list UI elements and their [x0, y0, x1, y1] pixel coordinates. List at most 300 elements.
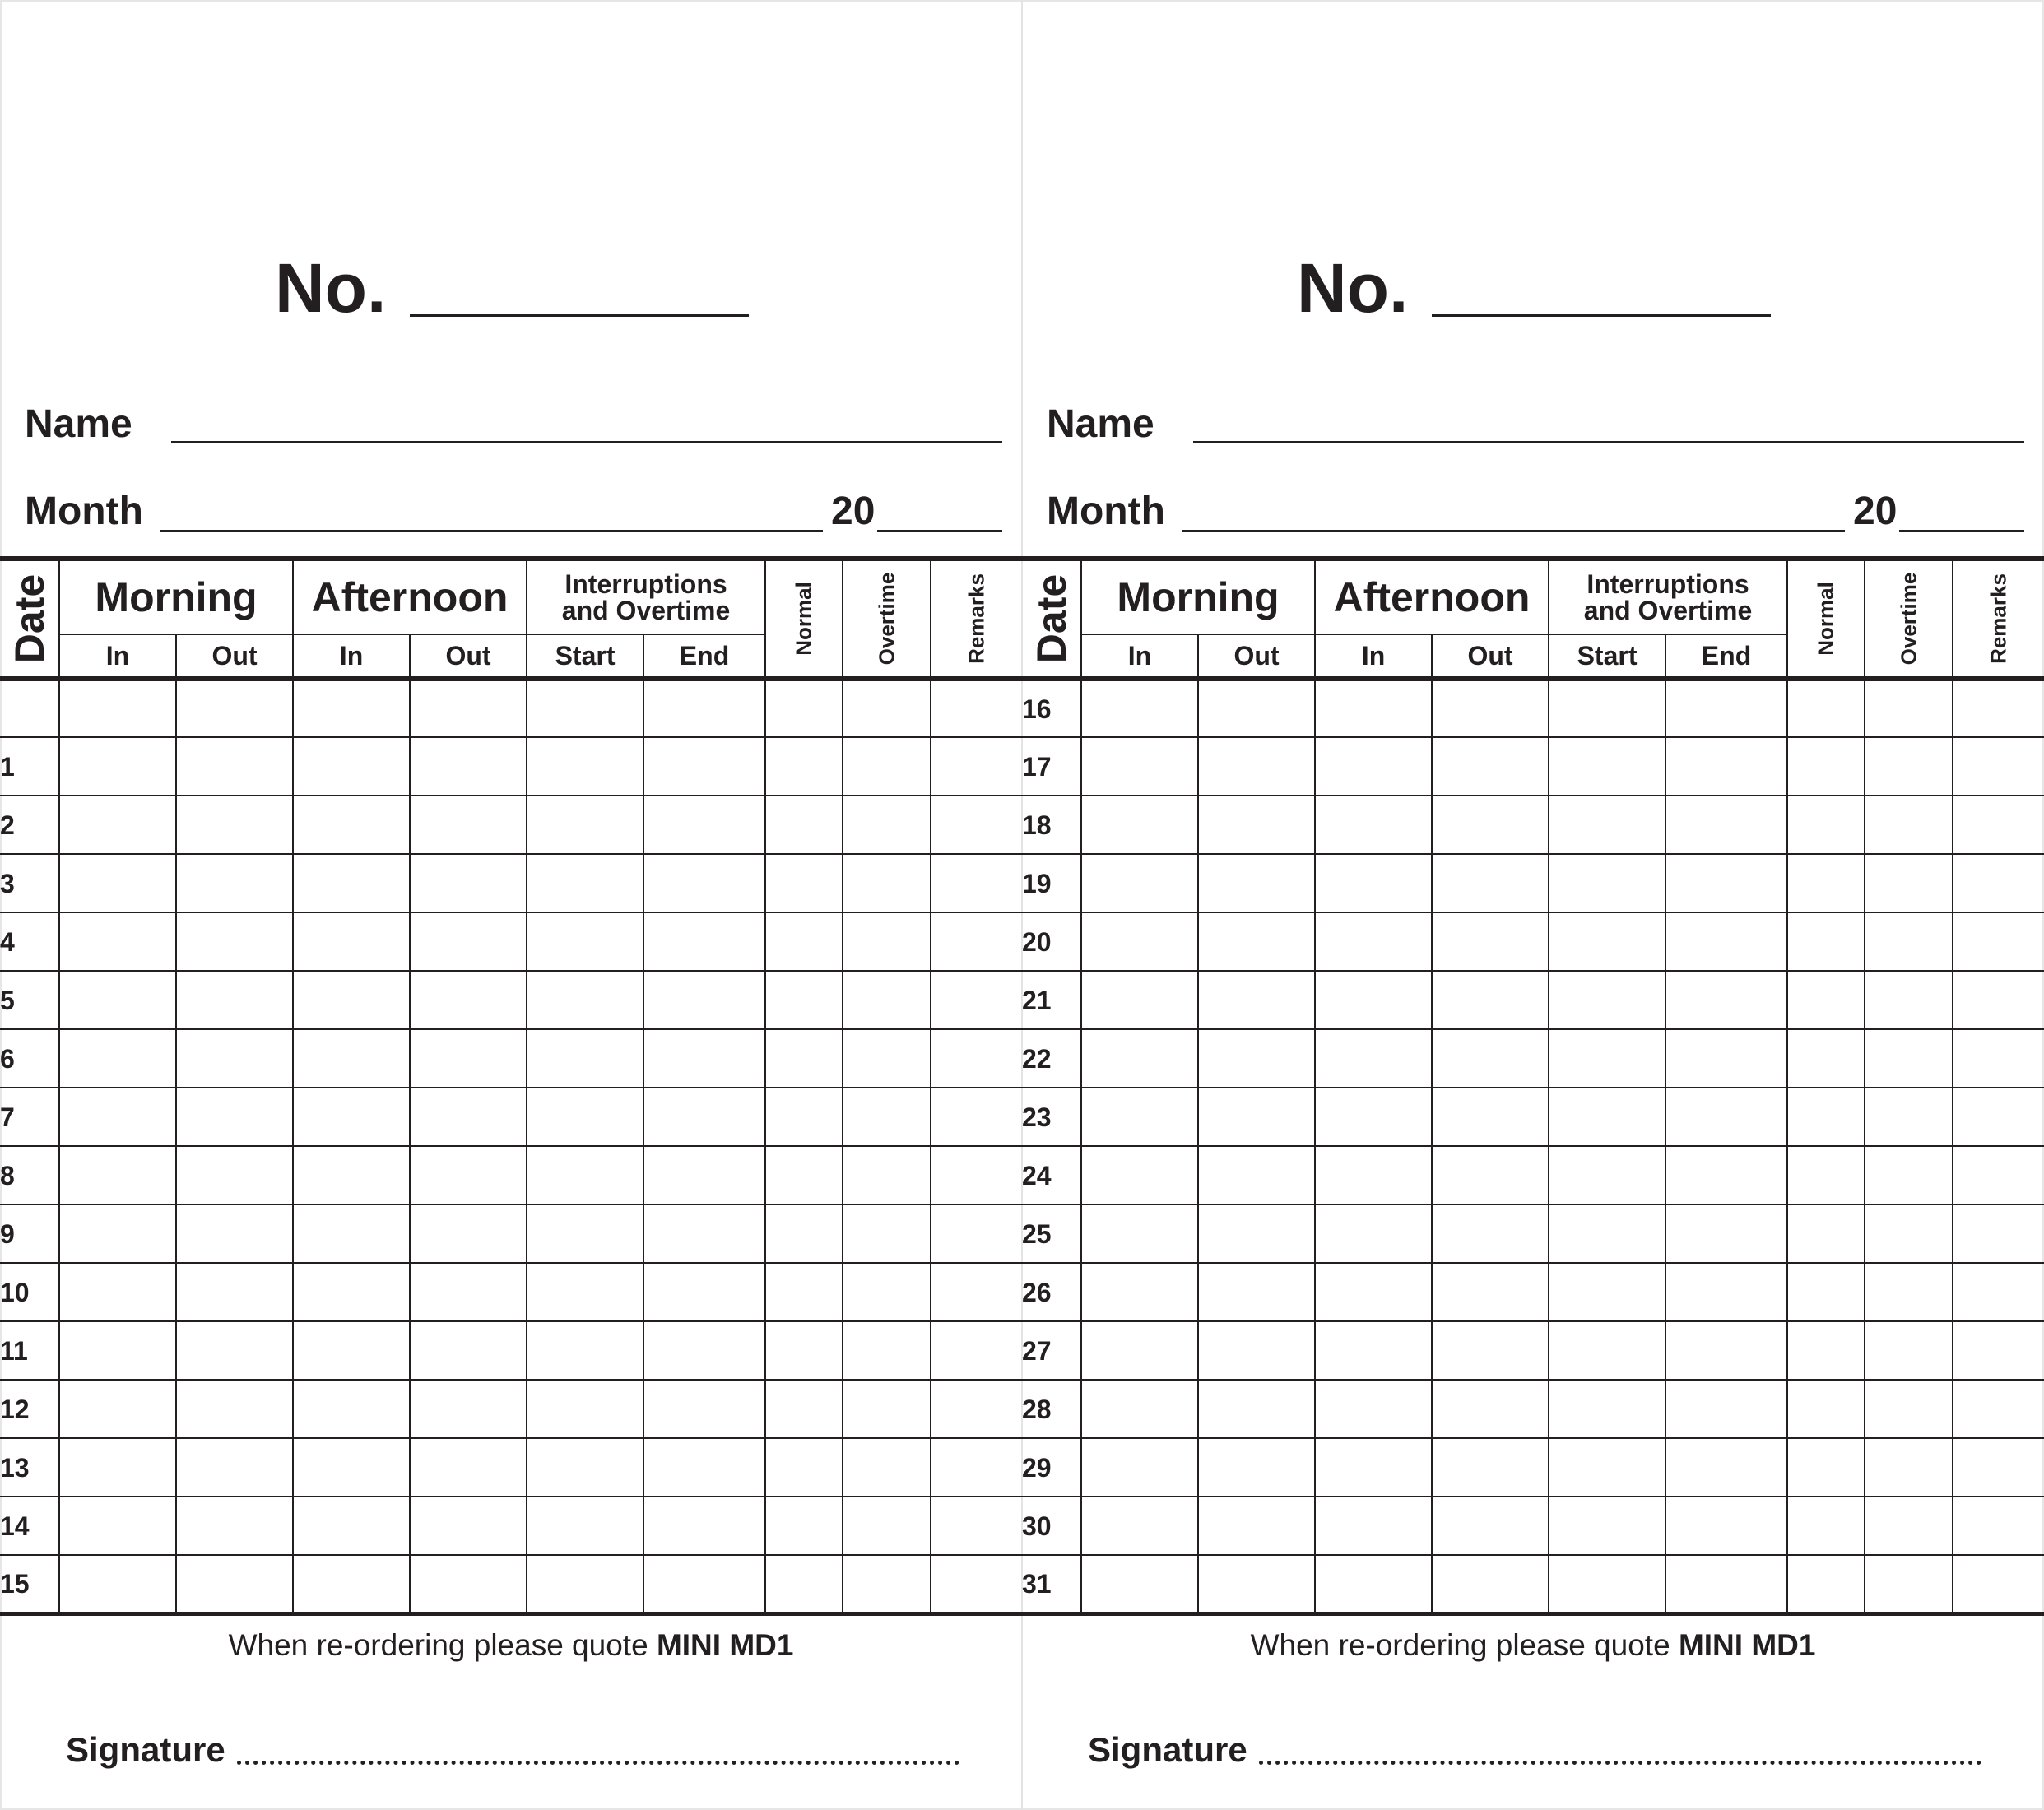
year-field[interactable] [877, 530, 1002, 532]
afternoon-out-cell[interactable] [1432, 796, 1549, 854]
morning-in-cell[interactable] [59, 912, 176, 971]
morning-out-cell[interactable] [176, 679, 293, 737]
morning-in-cell[interactable] [59, 1380, 176, 1438]
interruption-end-cell[interactable] [1665, 679, 1787, 737]
overtime-hours-cell[interactable] [1865, 1029, 1953, 1088]
remarks-cell[interactable] [931, 1438, 1022, 1497]
normal-hours-cell[interactable] [1787, 1497, 1865, 1555]
interruption-start-cell[interactable] [527, 1263, 643, 1321]
afternoon-in-cell[interactable] [293, 1204, 410, 1263]
interruption-start-cell[interactable] [527, 1321, 643, 1380]
remarks-cell[interactable] [1953, 1088, 2044, 1146]
interruption-start-cell[interactable] [1549, 1438, 1665, 1497]
afternoon-in-cell[interactable] [1315, 1146, 1432, 1204]
afternoon-in-cell[interactable] [293, 737, 410, 796]
morning-out-cell[interactable] [1198, 1146, 1315, 1204]
overtime-hours-cell[interactable] [843, 1029, 931, 1088]
name-field[interactable] [171, 441, 1002, 443]
afternoon-in-cell[interactable] [293, 854, 410, 912]
afternoon-out-cell[interactable] [1432, 971, 1549, 1029]
interruption-end-cell[interactable] [1665, 1204, 1787, 1263]
interruption-start-cell[interactable] [527, 1380, 643, 1438]
interruption-end-cell[interactable] [1665, 971, 1787, 1029]
overtime-hours-cell[interactable] [1865, 737, 1953, 796]
overtime-hours-cell[interactable] [1865, 971, 1953, 1029]
remarks-cell[interactable] [1953, 737, 2044, 796]
morning-in-cell[interactable] [59, 1029, 176, 1088]
morning-out-cell[interactable] [1198, 971, 1315, 1029]
afternoon-in-cell[interactable] [293, 1380, 410, 1438]
morning-in-cell[interactable] [59, 971, 176, 1029]
interruption-end-cell[interactable] [643, 796, 765, 854]
interruption-end-cell[interactable] [643, 1321, 765, 1380]
afternoon-in-cell[interactable] [293, 1088, 410, 1146]
remarks-cell[interactable] [1953, 1029, 2044, 1088]
morning-out-cell[interactable] [176, 912, 293, 971]
morning-in-cell[interactable] [1081, 1029, 1198, 1088]
overtime-hours-cell[interactable] [843, 1263, 931, 1321]
date-cell: 22 [1022, 1029, 1081, 1088]
afternoon-in-cell[interactable] [293, 1146, 410, 1204]
interruption-start-cell[interactable] [1549, 796, 1665, 854]
interruption-end-cell[interactable] [1665, 912, 1787, 971]
morning-out-cell[interactable] [1198, 1321, 1315, 1380]
normal-hours-cell[interactable] [1787, 1438, 1865, 1497]
normal-hours-cell[interactable] [1787, 971, 1865, 1029]
normal-hours-cell[interactable] [765, 796, 843, 854]
overtime-hours-cell[interactable] [1865, 1380, 1953, 1438]
afternoon-in-cell[interactable] [1315, 854, 1432, 912]
interruption-start-cell[interactable] [1549, 737, 1665, 796]
afternoon-out-cell[interactable] [410, 1497, 527, 1555]
overtime-hours-cell[interactable] [1865, 796, 1953, 854]
interruption-start-cell[interactable] [527, 679, 643, 737]
morning-in-cell[interactable] [1081, 1321, 1198, 1380]
morning-out-cell[interactable] [176, 1263, 293, 1321]
afternoon-in-cell[interactable] [293, 1321, 410, 1380]
afternoon-out-cell[interactable] [1432, 1555, 1549, 1613]
morning-in-cell[interactable] [59, 1497, 176, 1555]
afternoon-out-cell[interactable] [1432, 1029, 1549, 1088]
morning-out-cell[interactable] [1198, 679, 1315, 737]
overtime-hours-cell[interactable] [843, 796, 931, 854]
morning-out-cell[interactable] [1198, 1497, 1315, 1555]
remarks-cell[interactable] [1953, 796, 2044, 854]
interruption-start-cell[interactable] [527, 1438, 643, 1497]
normal-hours-cell[interactable] [765, 1146, 843, 1204]
afternoon-out-cell[interactable] [1432, 854, 1549, 912]
interruption-end-cell[interactable] [643, 737, 765, 796]
afternoon-in-cell[interactable] [1315, 737, 1432, 796]
morning-in-cell[interactable] [59, 679, 176, 737]
afternoon-out-cell[interactable] [1432, 1204, 1549, 1263]
interruption-start-cell[interactable] [1549, 679, 1665, 737]
remarks-cell[interactable] [931, 854, 1022, 912]
morning-in-cell[interactable] [59, 1204, 176, 1263]
interruption-start-cell[interactable] [527, 796, 643, 854]
morning-out-cell[interactable] [176, 1029, 293, 1088]
normal-hours-cell[interactable] [765, 1029, 843, 1088]
afternoon-in-cell[interactable] [1315, 1555, 1432, 1613]
afternoon-in-cell[interactable] [1315, 971, 1432, 1029]
afternoon-out-cell[interactable] [410, 796, 527, 854]
interruption-end-cell[interactable] [643, 912, 765, 971]
afternoon-out-cell[interactable] [410, 1321, 527, 1380]
interruption-end-cell[interactable] [643, 854, 765, 912]
remarks-cell[interactable] [931, 1555, 1022, 1613]
afternoon-out-cell[interactable] [410, 1263, 527, 1321]
overtime-hours-cell[interactable] [843, 1088, 931, 1146]
normal-hours-cell[interactable] [765, 1263, 843, 1321]
afternoon-in-cell[interactable] [1315, 1204, 1432, 1263]
interruption-end-cell[interactable] [643, 1088, 765, 1146]
normal-hours-cell[interactable] [1787, 1029, 1865, 1088]
normal-hours-cell[interactable] [765, 1380, 843, 1438]
morning-out-cell[interactable] [1198, 1555, 1315, 1613]
interruption-start-cell[interactable] [527, 1555, 643, 1613]
remarks-cell[interactable] [1953, 1555, 2044, 1613]
afternoon-in-cell[interactable] [1315, 1263, 1432, 1321]
remarks-cell[interactable] [931, 1146, 1022, 1204]
afternoon-out-cell[interactable] [1432, 679, 1549, 737]
normal-hours-cell[interactable] [1787, 796, 1865, 854]
interruption-start-cell[interactable] [1549, 1380, 1665, 1438]
remarks-cell[interactable] [931, 1088, 1022, 1146]
morning-out-cell[interactable] [176, 1204, 293, 1263]
remarks-cell[interactable] [931, 1263, 1022, 1321]
morning-in-cell[interactable] [59, 1146, 176, 1204]
afternoon-out-cell[interactable] [1432, 1146, 1549, 1204]
normal-hours-cell[interactable] [765, 737, 843, 796]
interruption-end-cell[interactable] [1665, 1029, 1787, 1088]
normal-hours-cell[interactable] [1787, 679, 1865, 737]
interruption-end-cell[interactable] [643, 1029, 765, 1088]
normal-hours-cell[interactable] [1787, 912, 1865, 971]
interruption-end-cell[interactable] [1665, 854, 1787, 912]
morning-out-cell[interactable] [176, 737, 293, 796]
normal-hours-cell[interactable] [765, 971, 843, 1029]
remarks-cell[interactable] [1953, 679, 2044, 737]
morning-out-cell[interactable] [1198, 1088, 1315, 1146]
afternoon-out-cell[interactable] [410, 737, 527, 796]
morning-out-cell[interactable] [1198, 796, 1315, 854]
morning-in-cell[interactable] [59, 737, 176, 796]
interruption-start-cell[interactable] [527, 1029, 643, 1088]
remarks-cell[interactable] [931, 971, 1022, 1029]
morning-in-cell[interactable] [1081, 1088, 1198, 1146]
interruption-end-cell[interactable] [643, 1555, 765, 1613]
overtime-hours-cell[interactable] [1865, 1146, 1953, 1204]
overtime-hours-cell[interactable] [843, 854, 931, 912]
afternoon-out-cell[interactable] [1432, 1497, 1549, 1555]
overtime-hours-cell[interactable] [843, 1204, 931, 1263]
overtime-hours-cell[interactable] [843, 1380, 931, 1438]
afternoon-out-cell[interactable] [410, 1029, 527, 1088]
remarks-cell[interactable] [1953, 971, 2044, 1029]
overtime-hours-cell[interactable] [843, 1555, 931, 1613]
remarks-cell[interactable] [1953, 1380, 2044, 1438]
afternoon-out-cell[interactable] [410, 854, 527, 912]
overtime-hours-cell[interactable] [1865, 1497, 1953, 1555]
morning-out-cell[interactable] [176, 1146, 293, 1204]
morning-out-cell[interactable] [176, 796, 293, 854]
morning-in-cell[interactable] [59, 1555, 176, 1613]
overtime-hours-cell[interactable] [843, 1321, 931, 1380]
interruption-end-cell[interactable] [643, 1497, 765, 1555]
overtime-hours-cell[interactable] [1865, 1088, 1953, 1146]
table-row [1022, 679, 2044, 737]
afternoon-out-cell[interactable] [410, 1438, 527, 1497]
afternoon-in-cell[interactable] [1315, 912, 1432, 971]
interruption-start-cell[interactable] [1549, 1263, 1665, 1321]
interruption-end-cell[interactable] [1665, 1380, 1787, 1438]
remarks-cell[interactable] [1953, 1204, 2044, 1263]
morning-in-cell[interactable] [59, 1438, 176, 1497]
interruption-start-cell[interactable] [1549, 1497, 1665, 1555]
normal-hours-cell[interactable] [1787, 1263, 1865, 1321]
morning-out-cell[interactable] [1198, 1263, 1315, 1321]
morning-out-cell[interactable] [1198, 854, 1315, 912]
interruption-end-cell[interactable] [1665, 1438, 1787, 1497]
normal-hours-cell[interactable] [1787, 1380, 1865, 1438]
interruption-start-cell[interactable] [527, 1204, 643, 1263]
signature-field[interactable] [1259, 1761, 1981, 1765]
morning-out-cell[interactable] [1198, 1029, 1315, 1088]
remarks-cell[interactable] [931, 679, 1022, 737]
afternoon-in-cell[interactable] [293, 679, 410, 737]
interruption-start-cell[interactable] [527, 737, 643, 796]
morning-in-cell[interactable] [1081, 796, 1198, 854]
normal-hours-cell[interactable] [765, 1088, 843, 1146]
morning-out-cell[interactable] [1198, 1380, 1315, 1438]
normal-hours-cell[interactable] [765, 912, 843, 971]
number-field[interactable] [1432, 314, 1771, 317]
afternoon-in-cell[interactable] [293, 1438, 410, 1497]
interruption-start-cell[interactable] [1549, 1029, 1665, 1088]
interruption-start-cell[interactable] [1549, 912, 1665, 971]
morning-in-cell[interactable] [59, 796, 176, 854]
afternoon-in-cell[interactable] [293, 912, 410, 971]
morning-in-cell[interactable] [1081, 737, 1198, 796]
overtime-hours-cell[interactable] [1865, 1204, 1953, 1263]
morning-in-cell[interactable] [59, 1263, 176, 1321]
interruption-end-cell[interactable] [643, 1380, 765, 1438]
afternoon-in-cell[interactable] [1315, 1438, 1432, 1497]
remarks-cell[interactable] [931, 1029, 1022, 1088]
interruption-end-cell[interactable] [643, 1263, 765, 1321]
afternoon-in-cell[interactable] [1315, 796, 1432, 854]
morning-out-cell[interactable] [1198, 912, 1315, 971]
remarks-cell[interactable] [1953, 1146, 2044, 1204]
morning-out-cell[interactable] [176, 1380, 293, 1438]
interruption-end-cell[interactable] [1665, 1497, 1787, 1555]
interruption-start-cell[interactable] [1549, 1088, 1665, 1146]
signature-field[interactable] [237, 1761, 959, 1765]
interruption-end-cell[interactable] [1665, 1263, 1787, 1321]
morning-in-cell[interactable] [59, 1321, 176, 1380]
overtime-hours-cell[interactable] [1865, 679, 1953, 737]
remarks-cell[interactable] [1953, 912, 2044, 971]
name-field[interactable] [1193, 441, 2024, 443]
normal-hours-cell[interactable] [765, 1321, 843, 1380]
morning-out-cell[interactable] [176, 854, 293, 912]
remarks-cell[interactable] [931, 1380, 1022, 1438]
normal-hours-cell[interactable] [1787, 854, 1865, 912]
morning-in-cell[interactable] [59, 1088, 176, 1146]
morning-in-cell[interactable] [1081, 1555, 1198, 1613]
morning-in-cell[interactable] [1081, 1204, 1198, 1263]
remarks-cell[interactable] [1953, 1497, 2044, 1555]
remarks-cell[interactable] [1953, 1263, 2044, 1321]
overtime-hours-cell[interactable] [843, 912, 931, 971]
remarks-cell[interactable] [931, 796, 1022, 854]
afternoon-out-cell[interactable] [410, 1555, 527, 1613]
afternoon-out-cell[interactable] [410, 1088, 527, 1146]
interruption-start-cell[interactable] [1549, 1146, 1665, 1204]
afternoon-out-cell[interactable] [1432, 1263, 1549, 1321]
overtime-hours-cell[interactable] [843, 1497, 931, 1555]
interruption-end-cell[interactable] [1665, 737, 1787, 796]
overtime-hours-cell[interactable] [1865, 912, 1953, 971]
remarks-cell[interactable] [1953, 1438, 2044, 1497]
normal-hours-cell[interactable] [765, 854, 843, 912]
morning-in-cell[interactable] [1081, 971, 1198, 1029]
morning-out-cell[interactable] [176, 1497, 293, 1555]
afternoon-out-cell[interactable] [1432, 1380, 1549, 1438]
interruption-start-cell[interactable] [1549, 1321, 1665, 1380]
morning-in-cell[interactable] [1081, 679, 1198, 737]
afternoon-out-cell[interactable] [1432, 1438, 1549, 1497]
interruption-end-cell[interactable] [1665, 1088, 1787, 1146]
afternoon-in-cell[interactable] [1315, 1088, 1432, 1146]
overtime-hours-cell[interactable] [843, 737, 931, 796]
overtime-hours-cell[interactable] [1865, 1555, 1953, 1613]
overtime-hours-cell[interactable] [843, 971, 931, 1029]
afternoon-out-cell[interactable] [410, 1146, 527, 1204]
interruption-end-cell[interactable] [643, 1204, 765, 1263]
morning-in-cell[interactable] [1081, 912, 1198, 971]
interruption-end-cell[interactable] [1665, 1555, 1787, 1613]
normal-hours-cell[interactable] [1787, 1146, 1865, 1204]
normal-hours-cell[interactable] [765, 679, 843, 737]
afternoon-out-cell[interactable] [410, 912, 527, 971]
overtime-hours-cell[interactable] [843, 1146, 931, 1204]
interruption-end-cell[interactable] [643, 679, 765, 737]
afternoon-out-cell[interactable] [410, 1204, 527, 1263]
normal-hours-cell[interactable] [765, 1438, 843, 1497]
normal-hours-cell[interactable] [765, 1204, 843, 1263]
overtime-hours-cell[interactable] [843, 1438, 931, 1497]
morning-out-cell[interactable] [1198, 1204, 1315, 1263]
morning-out-cell[interactable] [1198, 737, 1315, 796]
morning-out-cell[interactable] [176, 971, 293, 1029]
morning-out-cell[interactable] [176, 1438, 293, 1497]
afternoon-out-cell[interactable] [410, 1380, 527, 1438]
afternoon-in-cell[interactable] [1315, 1029, 1432, 1088]
overtime-hours-cell[interactable] [1865, 1321, 1953, 1380]
overtime-hours-cell[interactable] [1865, 1438, 1953, 1497]
normal-hours-cell[interactable] [1787, 1204, 1865, 1263]
afternoon-in-cell[interactable] [1315, 1380, 1432, 1438]
morning-in-cell[interactable] [1081, 1438, 1198, 1497]
interruption-start-cell[interactable] [527, 1088, 643, 1146]
interruption-end-cell[interactable] [1665, 1321, 1787, 1380]
normal-hours-cell[interactable] [1787, 737, 1865, 796]
morning-out-cell[interactable] [176, 1088, 293, 1146]
morning-out-cell[interactable] [176, 1321, 293, 1380]
normal-hours-cell[interactable] [1787, 1088, 1865, 1146]
interruption-start-cell[interactable] [527, 1146, 643, 1204]
afternoon-in-cell[interactable] [293, 1029, 410, 1088]
afternoon-out-cell[interactable] [1432, 1088, 1549, 1146]
afternoon-out-cell[interactable] [410, 679, 527, 737]
interruption-start-cell[interactable] [1549, 1555, 1665, 1613]
interruption-end-cell[interactable] [643, 1438, 765, 1497]
remarks-cell[interactable] [1953, 1321, 2044, 1380]
morning-in-cell[interactable] [1081, 1263, 1198, 1321]
remarks-cell[interactable] [1953, 854, 2044, 912]
morning-in-cell[interactable] [1081, 1146, 1198, 1204]
month-field[interactable] [1182, 530, 1845, 532]
afternoon-in-cell[interactable] [1315, 1497, 1432, 1555]
overtime-hours-cell[interactable] [1865, 1263, 1953, 1321]
interruption-start-cell[interactable] [527, 971, 643, 1029]
remarks-cell[interactable] [931, 1321, 1022, 1380]
afternoon-in-cell[interactable] [293, 1263, 410, 1321]
afternoon-in-cell[interactable] [293, 971, 410, 1029]
morning-in-cell[interactable] [59, 854, 176, 912]
afternoon-out-cell[interactable] [1432, 912, 1549, 971]
interruption-start-cell[interactable] [1549, 854, 1665, 912]
morning-out-cell[interactable] [176, 1555, 293, 1613]
interruption-start-cell[interactable] [1549, 971, 1665, 1029]
afternoon-out-cell[interactable] [1432, 737, 1549, 796]
interruption-start-cell[interactable] [527, 1497, 643, 1555]
afternoon-out-cell[interactable] [410, 971, 527, 1029]
overtime-hours-cell[interactable] [1865, 854, 1953, 912]
afternoon-in-cell[interactable] [293, 796, 410, 854]
interruption-end-cell[interactable] [1665, 796, 1787, 854]
normal-hours-cell[interactable] [765, 1497, 843, 1555]
afternoon-in-cell[interactable] [293, 1497, 410, 1555]
morning-out-cell[interactable] [1198, 1438, 1315, 1497]
remarks-cell[interactable] [931, 912, 1022, 971]
morning-in-cell[interactable] [1081, 854, 1198, 912]
afternoon-in-cell[interactable] [1315, 1321, 1432, 1380]
morning-in-cell[interactable] [1081, 1380, 1198, 1438]
afternoon-in-cell[interactable] [1315, 679, 1432, 737]
interruption-start-cell[interactable] [527, 854, 643, 912]
number-field[interactable] [410, 314, 749, 317]
morning-in-cell[interactable] [1081, 1497, 1198, 1555]
interruption-end-cell[interactable] [1665, 1146, 1787, 1204]
afternoon-out-cell[interactable] [1432, 1321, 1549, 1380]
remarks-cell[interactable] [931, 1497, 1022, 1555]
remarks-cell[interactable] [931, 1204, 1022, 1263]
interruption-end-cell[interactable] [643, 971, 765, 1029]
interruption-end-cell[interactable] [643, 1146, 765, 1204]
afternoon-in-cell[interactable] [293, 1555, 410, 1613]
normal-hours-cell[interactable] [1787, 1321, 1865, 1380]
year-field[interactable] [1899, 530, 2024, 532]
normal-hours-cell[interactable] [1787, 1555, 1865, 1613]
remarks-cell[interactable] [931, 737, 1022, 796]
interruption-start-cell[interactable] [527, 912, 643, 971]
normal-hours-cell[interactable] [765, 1555, 843, 1613]
month-field[interactable] [160, 530, 823, 532]
interruption-start-cell[interactable] [1549, 1204, 1665, 1263]
overtime-hours-cell[interactable] [843, 679, 931, 737]
